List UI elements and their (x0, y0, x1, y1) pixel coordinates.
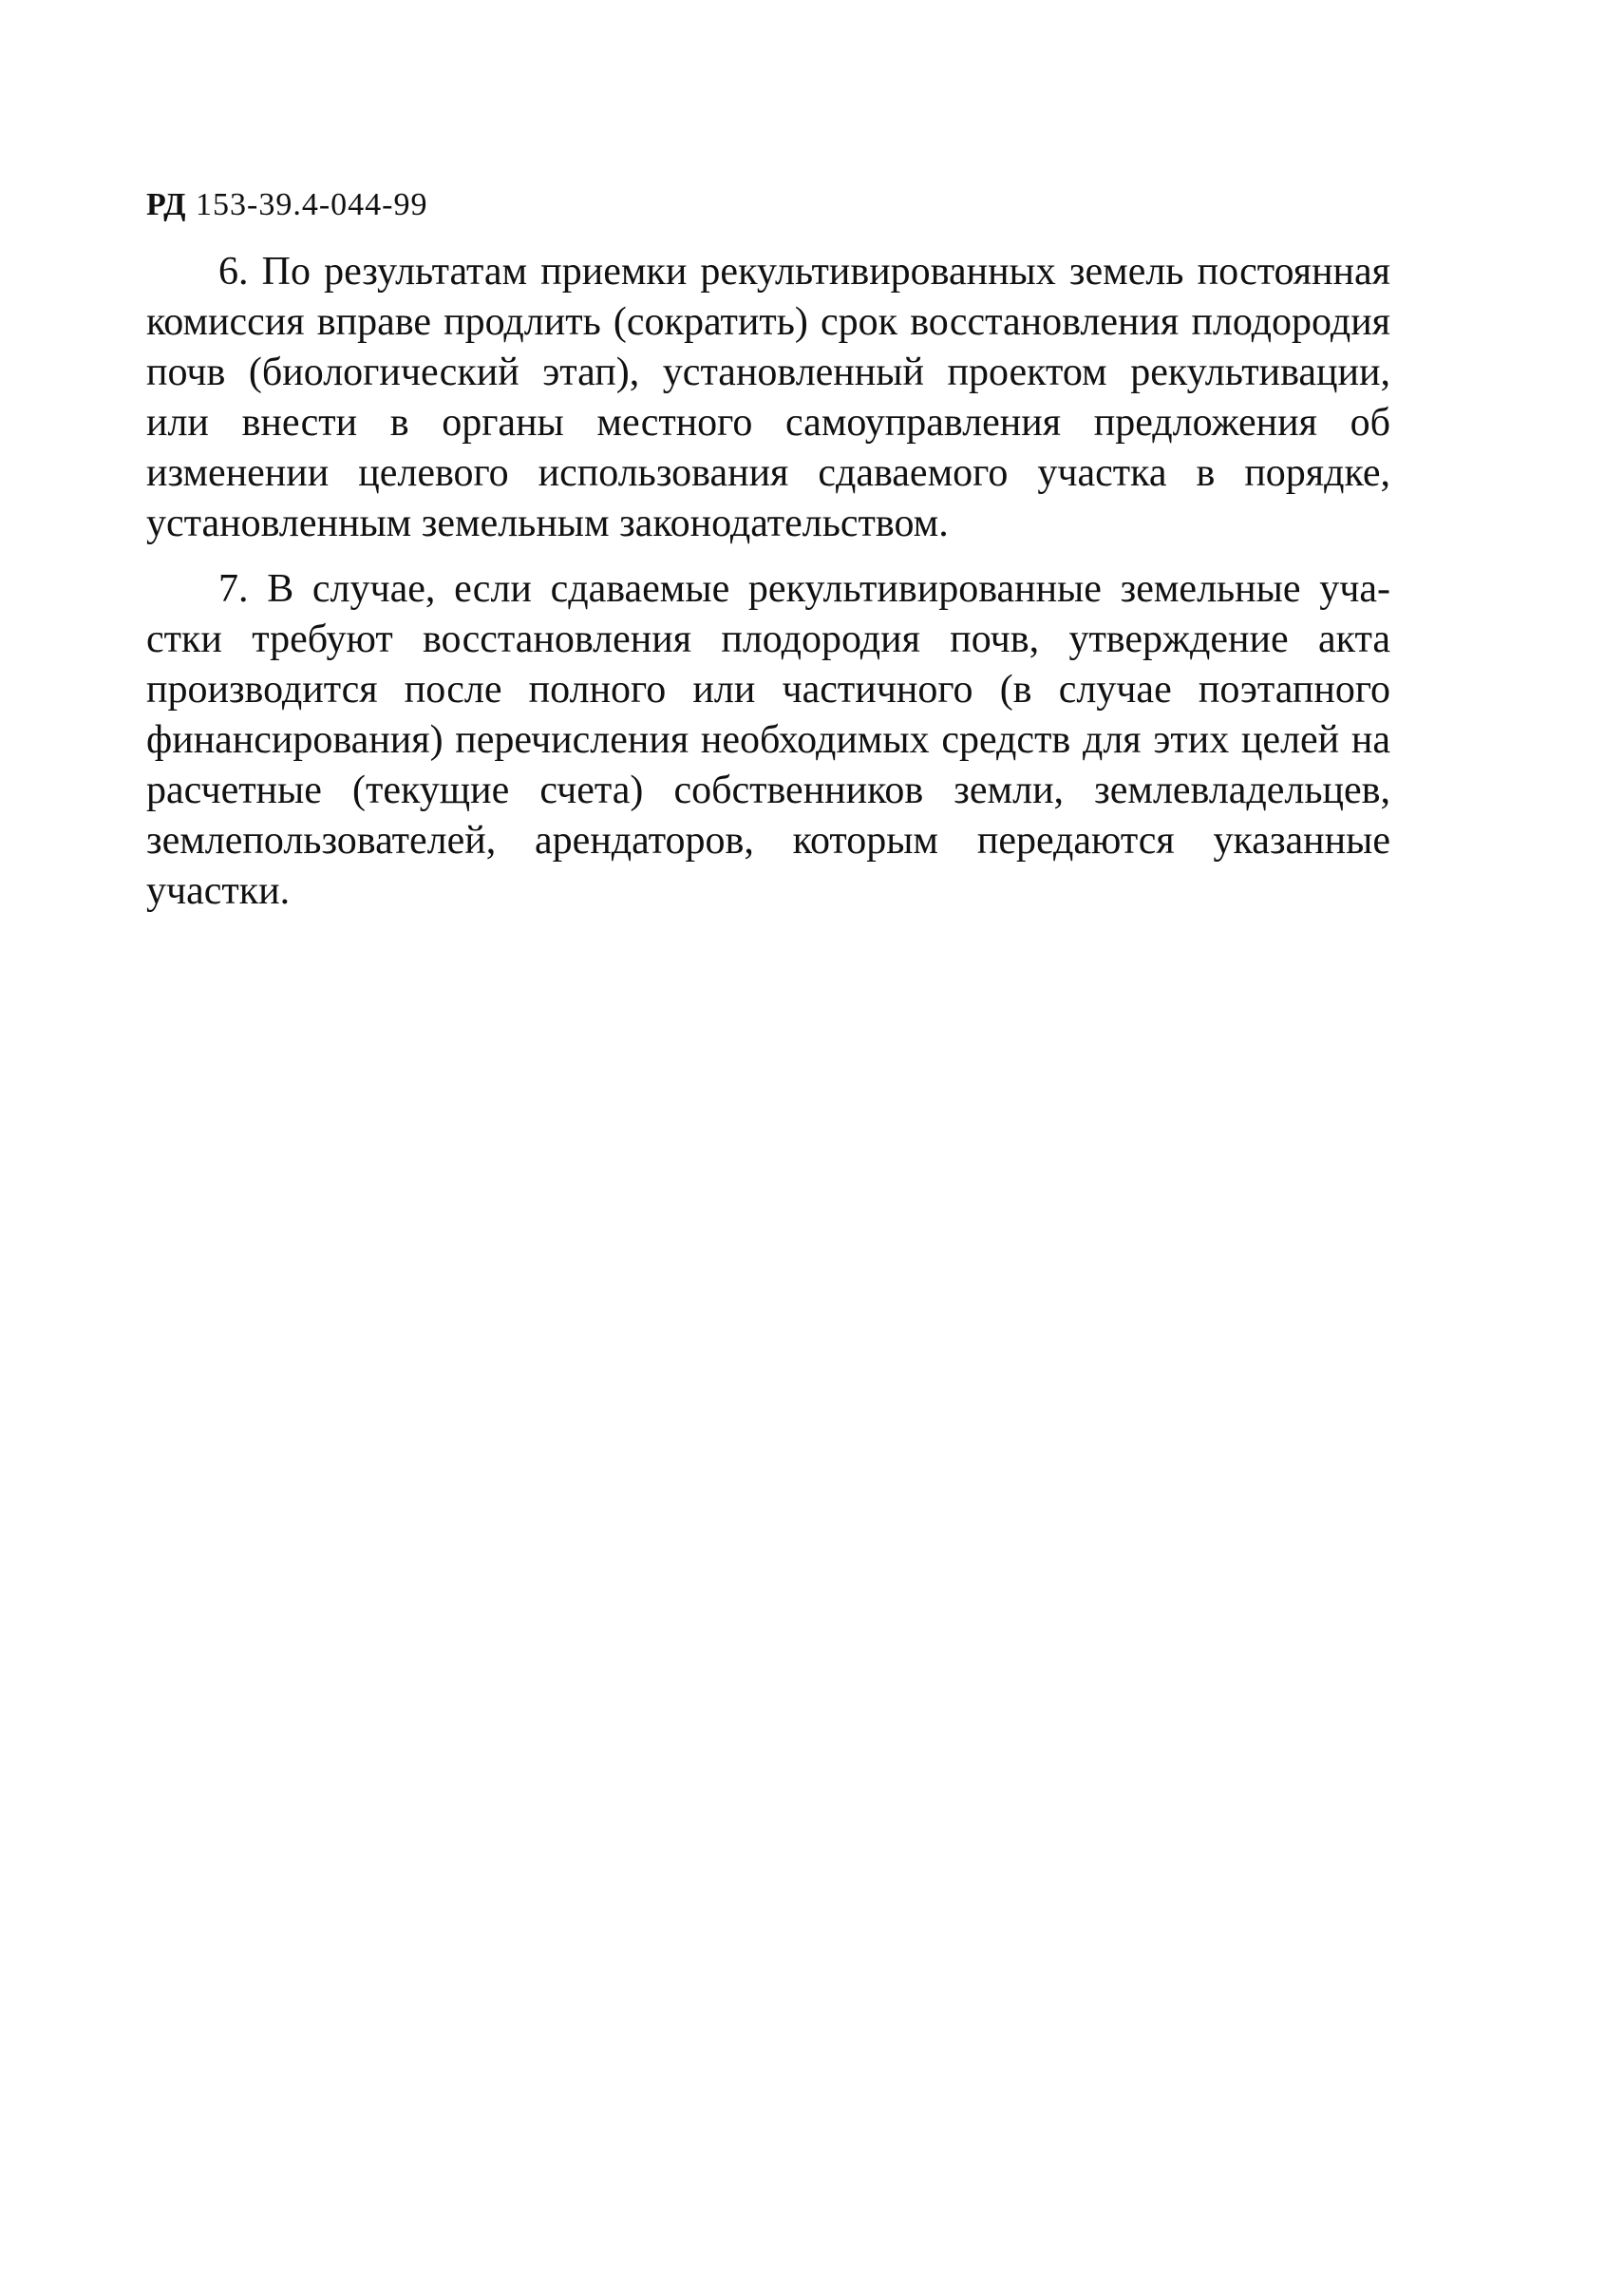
paragraph-7: 7. В случае, если сдаваемые рекультивированные земельные участки требуют восстановления плодородия почв, утверждение акта производится после полного или частичного (в случае поэтапного финансирования) перечисления необходимых средств для этих целей на расчетные (текущие счета) собственников земли, землевладельцев, землепользователей, арендаторов, которым передаются указанные участки. (146, 567, 1390, 913)
document-code-number: 153-39.4-044-99 (196, 187, 428, 222)
document-body (146, 247, 1390, 932)
document-code-prefix: РД (146, 187, 187, 222)
document-code (146, 186, 428, 224)
paragraph-6: 6. По результатам приемки рекультивированных земель постоянная комиссия вправе продлить (сократить) срок восстановления плодородия почв (биологический этап), установленный проектом рекультивации, или внести в органы местного самоуправления предложения об изменении целевого использования сдаваемого участка в порядке, установленным земельным законодательством. (146, 250, 1390, 545)
